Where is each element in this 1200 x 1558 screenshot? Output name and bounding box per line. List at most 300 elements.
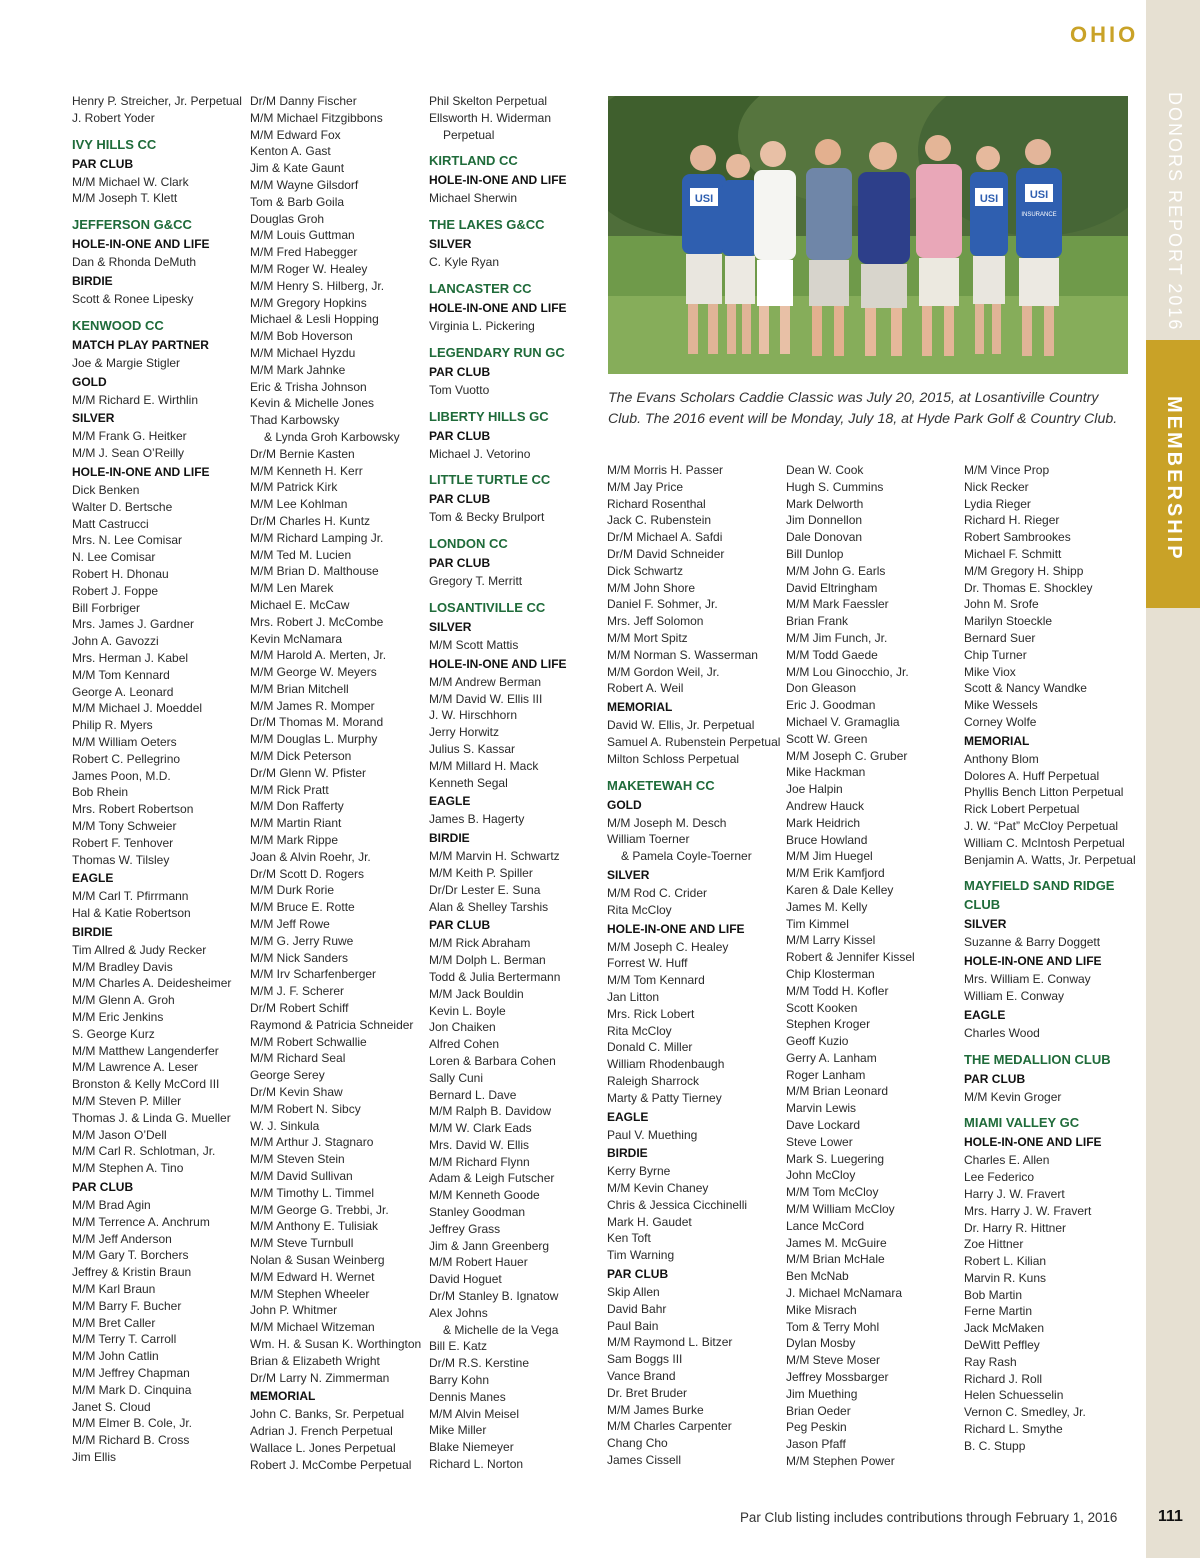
donor-name: M/M John Catlin [72,1349,159,1364]
donor-name: James Poon, M.D. [72,768,171,783]
donor-name: M/M Joseph C. Gruber [786,748,908,763]
donor-name: Bob Rhein [72,785,129,800]
giving-level-heading: PAR CLUB [429,492,491,507]
donor-name: M/M Brian McHale [786,1252,885,1267]
donor-name: Mark S. Luegering [786,1151,885,1166]
giving-level-heading: PAR CLUB [607,1267,669,1282]
donor-name: Mike Misrach [786,1302,857,1317]
donor-name: M/M Richard B. Cross [72,1433,190,1448]
donor-name: Phyllis Bench Litton Perpetual [964,785,1124,800]
donor-name: Henry P. Streicher, Jr. Perpetual [72,94,242,108]
donor-name: Kerry Byrne [607,1164,671,1179]
donor-name: Dr/Dr Lester E. Suna [429,882,541,897]
donor-name: Mrs. Robert J. McCombe [250,614,384,629]
donor-name: M/M Ralph B. Davidow [429,1104,552,1119]
donor-name: George A. Leonard [72,684,174,699]
donor-name: Dr/M Michael A. Safdi [607,530,723,545]
donor-name: Bill Dunlop [786,546,844,561]
section-tab-text: MEMBERSHIP [1163,396,1185,562]
donor-name: M/M Anthony E. Tulisiak [250,1219,379,1234]
donor-name: M/M William Oeters [72,734,177,749]
donor-name: Matt Castrucci [72,516,149,531]
donor-name: M/M Louis Guttman [250,228,355,243]
donor-name: Mrs. Harry J. W. Fravert [964,1203,1092,1218]
donor-name: M/M Jeffrey Chapman [72,1366,190,1381]
giving-level-heading: HOLE-IN-ONE AND LIFE [607,921,745,936]
donor-name: M/M James R. Momper [250,698,375,713]
donor-name: John McCloy [786,1168,856,1183]
donor-name: M/M John Shore [607,580,696,595]
donor-name: Dave Lockard [786,1118,861,1133]
donor-name: M/M Wayne Gilsdorf [250,177,359,192]
donor-name: Jeffrey & Kristin Braun [72,1265,192,1280]
donor-name: Bruce Howland [786,832,868,847]
donor-name: M/M Joseph M. Desch [607,815,727,830]
donor-name: Dan & Rhonda DeMuth [72,255,197,270]
donor-name: J. W. Hirschhorn [429,708,518,723]
donor-name: Dolores A. Huff Perpetual [964,768,1100,783]
donor-name: Jeffrey Grass [429,1221,501,1236]
donor-name: M/M Stephen Wheeler [250,1286,370,1301]
donor-name: M/M Robert Schwallie [250,1034,367,1049]
donor-name: M/M Edward Fox [250,127,341,142]
donor-name: Raleigh Sharrock [607,1073,700,1088]
donor-name: M/M Terry T. Carroll [72,1332,177,1347]
donor-name: Thomas J. & Linda G. Mueller [72,1110,231,1125]
donor-name: Bernard L. Dave [429,1087,517,1102]
donor-name: M/M Stephen A. Tino [72,1161,184,1176]
donor-name: Donald C. Miller [607,1040,693,1055]
donor-name: M/M Rick Pratt [250,782,329,797]
donor-name: Scott & Ronee Lipesky [72,291,194,306]
donor-name: Stephen Kroger [786,1017,871,1032]
donor-name: M/M Brian Leonard [786,1084,889,1099]
donor-name: Nolan & Susan Weinberg [250,1252,385,1267]
donor-name: Mike Miller [429,1423,487,1438]
donor-name: N. Lee Comisar [72,550,156,565]
donor-name: M/M Tom McCloy [786,1185,879,1200]
donor-name: Ray Rash [964,1354,1017,1369]
donor-name: Dean W. Cook [786,463,864,477]
donor-name: Mrs. N. Lee Comisar [72,533,183,548]
donor-name: Milton Schloss Perpetual [607,751,740,766]
donor-name: Kenton A. Gast [250,144,331,159]
donor-name: M/M Patrick Kirk [250,480,338,495]
donor-name: Phil Skelton Perpetual [429,94,548,108]
donor-name: Dennis Manes [429,1389,506,1404]
giving-level-heading: HOLE-IN-ONE AND LIFE [964,1135,1102,1150]
donor-name: Dale Donovan [786,530,863,545]
donor-name: Joe Halpin [786,782,843,797]
donor-name: M/M Michael Fitzgibbons [250,110,383,125]
giving-level-heading: GOLD [607,797,642,812]
donor-name: Vernon C. Smedley, Jr. [964,1405,1086,1420]
donor-name: David W. Ellis, Jr. Perpetual [607,718,755,733]
giving-level-heading: EAGLE [607,1109,649,1124]
donor-name: Kenneth Segal [429,775,508,790]
donor-name: Anthony Blom [964,751,1039,766]
donor-name: Blake Niemeyer [429,1440,514,1455]
donor-name: Bill E. Katz [429,1339,488,1354]
bib-logo-3: USI [1029,189,1049,201]
donor-name: M/M Matthew Langenderfer [72,1043,219,1058]
donor-name: Gregory T. Merritt [429,574,523,589]
donor-name: J. Michael McNamara [786,1286,903,1301]
donor-name: Richard L. Norton [429,1457,524,1472]
donor-name: M/M Stephen Power [786,1454,895,1469]
donor-name: Loren & Barbara Cohen [429,1053,556,1068]
golf-group-photo [608,96,1128,374]
giving-level-heading: HOLE-IN-ONE AND LIFE [429,656,567,671]
donor-name: Daniel F. Sohmer, Jr. [607,597,718,612]
sidebar [1146,0,1200,1558]
donor-name: Andrew Hauck [786,798,865,813]
donor-name: Corney Wolfe [964,714,1037,729]
donor-name: M/M Lawrence A. Leser [72,1060,199,1075]
donor-name: M/M Vince Prop [964,463,1050,477]
donor-name: William C. McIntosh Perpetual [964,835,1125,850]
donor-name: Richard H. Rieger [964,513,1060,528]
donor-name: Lee Federico [964,1170,1035,1185]
donor-name: M/M Karl Braun [72,1282,156,1297]
donor-name: Mrs. David W. Ellis [429,1137,530,1152]
donor-name: Dick Schwartz [607,563,684,578]
giving-level-heading: SILVER [607,867,650,882]
donor-name: Roger Lanham [786,1067,866,1082]
donor-name: M/M Douglas L. Murphy [250,732,378,747]
giving-level-heading: MEMORIAL [607,700,673,715]
donor-name: Charles Wood [964,1025,1040,1040]
footer-note: Par Club listing includes contributions through February 1, 2016 [740,1510,1118,1525]
donor-name: Robert F. Tenhover [72,835,174,850]
donor-name: Tom & Becky Brulport [429,510,545,525]
donor-name: M/M Kevin Chaney [607,1181,709,1196]
giving-level-heading: PAR CLUB [429,918,491,933]
club-heading: MIAMI VALLEY GC [964,1115,1080,1131]
donor-name: Robert A. Weil [607,681,684,696]
donor-name: Dr/M David Schneider [607,546,725,561]
donor-name: Michael & Lesli Hopping [250,312,379,327]
giving-level-heading: PAR CLUB [429,556,491,571]
donor-name: M/M Len Marek [250,581,334,596]
donor-column-2 [250,93,420,1474]
giving-level-heading: HOLE-IN-ONE AND LIFE [72,237,210,252]
donor-name: Dr/M Danny Fischer [250,94,357,108]
donor-name: M/M Elmer B. Cole, Jr. [72,1416,193,1431]
donor-name: Barry Kohn [429,1373,490,1388]
donor-name: M/M Mort Spitz [607,630,688,645]
donor-name: Jack C. Rubenstein [607,513,712,528]
donor-name: Thomas W. Tilsley [72,852,170,867]
giving-level-heading: SILVER [72,411,115,426]
donor-name: Michael V. Gramaglia [786,714,900,729]
donor-name: Robert C. Pellegrino [72,751,181,766]
donor-name: James M. Kelly [786,899,868,914]
donor-name: M/M Charles Carpenter [607,1419,732,1434]
donor-name: Jon Chaiken [429,1020,496,1035]
giving-level-heading: PAR CLUB [72,1180,134,1195]
donor-name: M/M Steven Stein [250,1152,345,1167]
giving-level-heading: MEMORIAL [250,1389,316,1404]
donor-name: Julius S. Kassar [429,741,516,756]
donor-name: Peg Peskin [786,1420,847,1435]
donor-name: Scott & Nancy Wandke [964,681,1087,696]
donor-name: Eric J. Goodman [786,698,876,713]
donor-name: M/M Dick Peterson [250,749,352,764]
donor-name: M/M Carl R. Schlotman, Jr. [72,1144,216,1159]
giving-level-heading: PAR CLUB [964,1071,1026,1086]
donor-name: Bob Martin [964,1287,1023,1302]
donor-name: Chang Cho [607,1436,668,1451]
donor-name: M/M Gary T. Borchers [72,1248,189,1263]
donor-name: Tim Kimmel [786,916,849,931]
donor-name: M/M Michael J. Moeddel [72,701,203,716]
donor-name: Geoff Kuzio [786,1034,849,1049]
donor-name: M/M Kenneth Goode [429,1188,540,1203]
donor-name: Jim Muething [786,1386,858,1401]
donor-name: Eric & Trisha Johnson [250,379,367,394]
giving-level-heading: GOLD [72,374,107,389]
donor-name: Philip R. Myers [72,718,153,733]
donor-name: William E. Conway [964,988,1065,1003]
donor-name: M/M Timothy L. Timmel [250,1185,375,1200]
donor-name: Suzanne & Barry Doggett [964,935,1101,950]
donor-name: M/M Mark Rippe [250,833,339,848]
donor-name: Vance Brand [607,1369,676,1384]
bib-logo-2: USI [979,193,999,205]
donor-name: Bronston & Kelly McCord III [72,1077,220,1092]
donor-name: M/M Scott Mattis [429,637,519,652]
donor-column-6 [964,462,1134,1455]
donor-name: M/M Don Rafferty [250,799,344,814]
donor-name: Jason Pfaff [786,1437,846,1452]
donor-name: M/M Bret Caller [72,1315,156,1330]
donor-name: M/M Steven P. Miller [72,1094,182,1109]
donor-name: Brian Frank [786,614,849,629]
donor-name: Jeffrey Mossbarger [786,1370,889,1385]
donor-name: M/M Richard Lamping Jr. [250,530,384,545]
donor-name: Tim Warning [607,1248,675,1263]
donor-column-3 [429,93,594,1473]
donor-name: M/M Robert N. Sibcy [250,1101,361,1116]
donor-name: M/M Mark Faessler [786,597,889,612]
donor-name: J. Robert Yoder [72,110,155,125]
donor-name: Samuel A. Rubenstein Perpetual [607,734,781,749]
donor-name: Wm. H. & Susan K. Worthington [250,1336,422,1351]
donor-name: M/M Martin Riant [250,816,342,831]
donor-name: Mark H. Gaudet [607,1214,692,1229]
section-tab [1146,340,1200,608]
donor-name: Dr/M Stanley B. Ignatow [429,1289,559,1304]
donor-name: M/M Brian D. Malthouse [250,564,379,579]
donor-name: David Bahr [607,1301,667,1316]
donor-name: Robert & Jennifer Kissel [786,950,915,965]
donor-name: Dr/M Larry N. Zimmerman [250,1370,390,1385]
donor-name: Mrs. William E. Conway [964,972,1091,987]
report-title-text: DONORS REPORT 2016 [1165,92,1185,332]
donor-name: Chip Klosterman [786,966,875,981]
donor-name: M/M Kevin Groger [964,1089,1062,1104]
donor-column-4 [607,462,781,1469]
report-title [1146,92,1200,332]
donor-name: M/M Robert Hauer [429,1255,528,1270]
donor-name: Jim Donnellon [786,513,863,528]
donor-name-continued: Perpetual [443,127,495,142]
donor-name: M/M Nick Sanders [250,950,349,965]
donor-name: M/M Bruce E. Rotte [250,900,355,915]
donor-name: M/M Kenneth H. Kerr [250,463,363,478]
donor-name: Robert Sambrookes [964,530,1071,545]
donor-name: Richard J. Roll [964,1371,1043,1386]
club-heading: JEFFERSON G&CC [72,217,192,233]
donor-name: M/M James Burke [607,1402,704,1417]
donor-name: James Cissell [607,1453,682,1468]
donor-name: M/M Norman S. Wasserman [607,647,758,662]
donor-column-5 [786,462,956,1470]
donor-name: M/M Roger W. Healey [250,261,368,276]
donor-name: M/M Michael Witzeman [250,1320,375,1335]
donor-name: M/M Lou Ginocchio, Jr. [786,664,909,679]
giving-level-heading: HOLE-IN-ONE AND LIFE [429,173,567,188]
donor-name: M/M Andrew Berman [429,674,542,689]
giving-level-heading: BIRDIE [429,831,470,846]
donor-name: Mike Wessels [964,698,1038,713]
donor-name: Todd & Julia Bertermann [429,969,561,984]
club-heading: KENWOOD CC [72,317,164,333]
donor-name-continued: & Lynda Groh Karbowsky [264,429,400,444]
donor-name: M/M Bradley Davis [72,959,173,974]
donor-name: Brian & Elizabeth Wright [250,1353,380,1368]
donor-name: M/M G. Jerry Ruwe [250,933,354,948]
donor-name: Wallace L. Jones Perpetual [250,1440,396,1455]
donor-name: Dr/M Thomas M. Morand [250,715,384,730]
club-heading: LANCASTER CC [429,280,532,296]
donor-name: Rita McCloy [607,902,672,917]
donor-name: Sam Boggs III [607,1352,683,1367]
donor-name: Stanley Goodman [429,1205,526,1220]
donor-name: Kevin L. Boyle [429,1003,506,1018]
donor-name: Michael F. Schmitt [964,546,1062,561]
donor-name: M/M Tom Kennard [607,973,705,988]
club-heading: THE MEDALLION CLUB [964,1051,1111,1067]
photo-caption: The Evans Scholars Caddie Classic was July 20, 2015, at Losantiville Country Club. The 2016 event will be Monday, July 18, at Hyde Park Golf & Country Club. [608,390,1118,427]
giving-level-heading: BIRDIE [72,924,113,939]
donor-name: Sally Cuni [429,1070,484,1085]
donor-name: M/M Barry F. Bucher [72,1298,182,1313]
donor-name: Helen Schuesselin [964,1388,1064,1403]
donor-name: M/M Joseph C. Healey [607,939,729,954]
donor-name: M/M Edward H. Wernet [250,1269,375,1284]
donor-name: Jack McMaken [964,1321,1045,1336]
donor-name-continued: & Michelle de la Vega [443,1322,559,1337]
giving-level-heading: EAGLE [964,1007,1006,1022]
donor-name: M/M J. F. Scherer [250,984,345,999]
donor-name: Kevin McNamara [250,631,343,646]
club-heading: IVY HILLS CC [72,136,157,152]
donor-name: Marvin Lewis [786,1101,857,1116]
event-photo [608,96,1128,374]
donor-name: M/M Steve Moser [786,1353,881,1368]
donor-name: Bill Forbriger [72,600,141,615]
donor-name: M/M Durk Rorie [250,883,335,898]
donor-name: Dr/M Charles H. Kuntz [250,513,371,528]
donor-name: M/M John G. Earls [786,563,886,578]
donor-name: Thad Karbowsky [250,413,340,428]
donor-name: Ken Toft [607,1231,651,1246]
donor-name: M/M Steve Turnbull [250,1236,354,1251]
donor-name: M/M Jim Huegel [786,849,873,864]
giving-level-heading: EAGLE [72,871,114,886]
donor-column-1 [72,93,242,1466]
donor-name: Marty & Patty Tierney [607,1090,722,1105]
donor-name: George Serey [250,1068,325,1083]
donor-name: M/M Raymond L. Bitzer [607,1335,733,1350]
donor-name: M/M Larry Kissel [786,933,876,948]
donor-name: Dr/M Glenn W. Pfister [250,765,367,780]
donor-name: M/M Michael W. Clark [72,174,189,189]
donor-name: M/M Henry S. Hilberg, Jr. [250,278,385,293]
donor-name: Jerry Horwitz [429,725,500,740]
club-heading: LIBERTY HILLS GC [429,408,549,424]
donor-name: M/M George G. Trebbi, Jr. [250,1202,389,1217]
donor-name: Chris & Jessica Cicchinelli [607,1197,748,1212]
donor-name: M/M George W. Meyers [250,665,377,680]
donor-name: Mrs. Jeff Solomon [607,614,704,629]
donor-name: James B. Hagerty [429,812,525,827]
donor-name: Virginia L. Pickering [429,318,535,333]
donor-name: Scott W. Green [786,731,868,746]
club-heading: MAYFIELD SAND RIDGE CLUB [964,878,1115,913]
donor-name: Mrs. Robert Robertson [72,802,194,817]
donor-name: Douglas Groh [250,211,325,226]
donor-name: William Rhodenbaugh [607,1057,725,1072]
donor-name: John P. Whitmer [250,1303,338,1318]
donor-name: Brian Oeder [786,1403,851,1418]
page-number: 111 [1158,1508,1183,1525]
donor-name: Michael J. Vetorino [429,446,531,461]
donor-name: M/M Brad Agin [72,1198,151,1213]
donor-name: M/M Rick Abraham [429,936,531,951]
donor-name: Joan & Alvin Roehr, Jr. [250,849,371,864]
state-heading: OHIO [1070,22,1139,47]
donor-name: Rita McCloy [607,1023,672,1038]
donor-name: Janet S. Cloud [72,1399,151,1414]
donor-name: Tom & Barb Goila [250,194,345,209]
donor-name: M/M Marvin H. Schwartz [429,849,560,864]
donor-name: M/M Richard Seal [250,1051,346,1066]
donor-name: M/M Gregory H. Shipp [964,563,1084,578]
donor-name: John A. Gavozzi [72,634,159,649]
donor-name: M/M Charles A. Deidesheimer [72,976,232,991]
donor-name: M/M Erik Kamfjord [786,866,885,881]
donor-name: M/M Eric Jenkins [72,1010,164,1025]
club-heading: THE LAKES G&CC [429,217,545,233]
donor-name: M/M Gregory Hopkins [250,295,367,310]
donor-name: Dr. Thomas E. Shockley [964,580,1093,595]
donor-name: Raymond & Patricia Schneider [250,1017,414,1032]
donor-name: Dr/M R.S. Kerstine [429,1356,530,1371]
donor-name: M/M Frank G. Heitker [72,429,187,444]
donor-name: Harry J. W. Fravert [964,1186,1065,1201]
donor-name: Alex Johns [429,1305,488,1320]
donor-name: Dr/M Scott D. Rogers [250,866,365,881]
donor-name: Lydia Rieger [964,496,1031,511]
club-heading: LOSANTIVILLE CC [429,599,546,615]
donor-name: Benjamin A. Watts, Jr. Perpetual [964,852,1136,867]
donor-name: M/M Gordon Weil, Jr. [607,664,720,679]
donor-name: Ben McNab [786,1269,849,1284]
giving-level-heading: SILVER [429,619,472,634]
